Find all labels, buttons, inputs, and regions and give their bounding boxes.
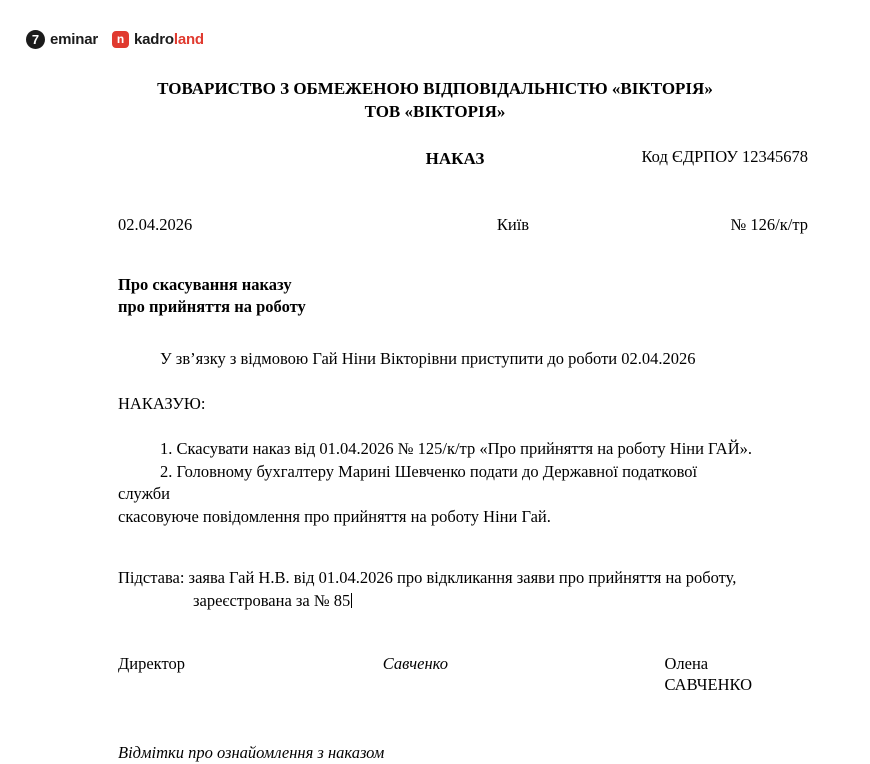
brand-bar xyxy=(26,30,204,49)
logo-kadroland[interactable] xyxy=(112,31,204,48)
rounded-square-icon: n xyxy=(112,31,129,48)
document-subject-line2: про прийняття на роботу xyxy=(118,297,306,317)
document-subject xyxy=(0,274,870,319)
logo-kadroland-accent: land xyxy=(173,31,204,48)
order-item-2-continued: скасовуюче повідомлення про прийняття на роботу Ніни Гай. xyxy=(118,507,551,527)
document-city: Київ xyxy=(496,215,530,235)
order-keyword: НАКАЗУЮ: xyxy=(118,394,206,414)
logo-kadroland-label: kadroland xyxy=(134,31,204,48)
signature-title: Директор xyxy=(118,653,185,673)
document-subject-line1: Про скасування наказу xyxy=(118,274,292,294)
document-kind: НАКАЗ xyxy=(425,148,485,168)
basis-block xyxy=(0,567,870,613)
order-item-2: 2. Головному бухгалтеру Марині Шевченко подати до Державної податкової служби xyxy=(118,461,698,504)
organization-title-line1: ТОВАРИСТВО З ОБМЕЖЕНОЮ ВІДПОВІДАЛЬНІСТЮ «ВІКТОРІЯ» xyxy=(157,79,713,98)
document-date: 02.04.2026 xyxy=(118,215,193,235)
document-number: № 126/к/тр xyxy=(730,215,808,235)
order-items xyxy=(0,438,870,529)
order-item-1: 1. Скасувати наказ від 01.04.2026 № 125/к/тр «Про прийняття на роботу Ніни ГАЙ». xyxy=(160,438,753,458)
signature-name: Олена САВЧЕНКО xyxy=(664,653,753,695)
logo-zeminar-label: eminar xyxy=(50,31,98,48)
circle-seven-icon: 7 xyxy=(26,30,45,49)
document-body xyxy=(0,78,870,764)
organization-title-line2: ТОВ «ВІКТОРІЯ» xyxy=(364,101,506,121)
logo-zeminar[interactable] xyxy=(26,30,98,49)
lead-paragraph: У зв’язку з відмовою Гай Ніни Вікторівни приступити до роботи 02.04.2026 xyxy=(160,349,696,369)
organization-title xyxy=(60,78,810,124)
signature-script: Савченко xyxy=(382,653,449,673)
acknowledgement-note: Відмітки про ознайомлення з наказом xyxy=(118,743,385,763)
document-meta-row xyxy=(0,214,870,236)
signature-row xyxy=(0,653,870,697)
edrpou-code: Код ЄДРПОУ 12345678 xyxy=(641,146,808,166)
text-cursor xyxy=(351,593,352,608)
basis-line1: Підстава: заява Гай Н.В. від 01.04.2026 про відкликання заяви про прийняття на роботу, xyxy=(118,567,737,587)
basis-line2: зареєстрована за № 85 xyxy=(193,590,351,610)
